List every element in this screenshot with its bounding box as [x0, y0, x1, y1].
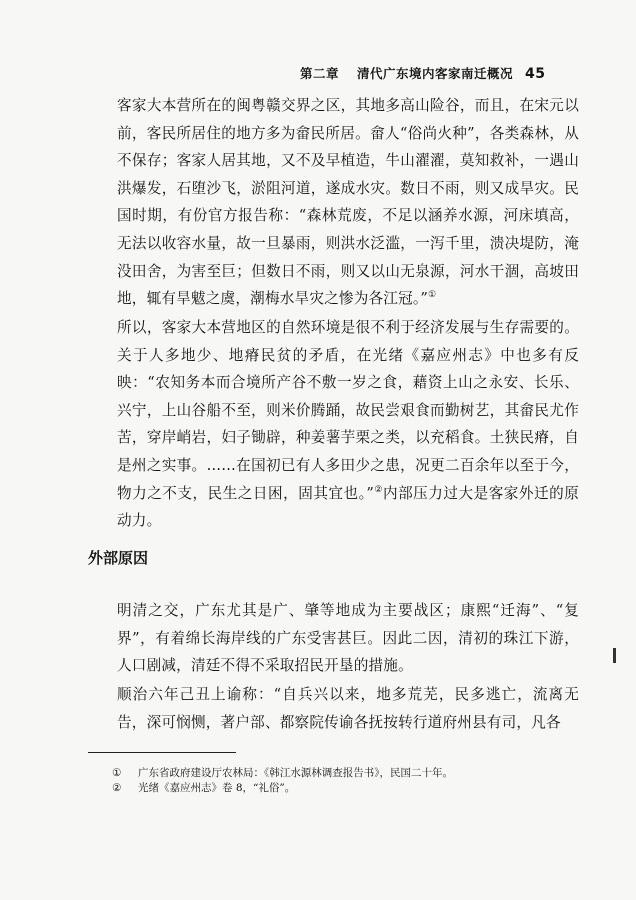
page-number: 45 — [525, 66, 546, 82]
footnote-1 — [112, 766, 532, 780]
paragraph-2 — [88, 314, 579, 535]
chapter-title: 清代广东境内客家南迁概况 — [357, 66, 514, 81]
footnote-1-mark: ① — [112, 767, 122, 779]
footnote-divider — [88, 752, 236, 753]
paragraph-2-text: 所以，客家大本营地区的自然环境是很不利于经济发展与生存需要的。关于人多地少、地瘠民贫的矛盾，在光绪《嘉应州志》中也多有反映：“农知务本而合境所产谷不敷一岁之食，藉资上山之永安、长乐、兴宁，上山谷船不至，则米价腾踊，故民尝艰食而勤树艺，其畲民尤作苦，穿岸峭岩，妇子锄辟，种姜薯芋栗之类，以充稻食。土狭民瘠，自是州之实事。……在国初已有人多田少之患，况更二百余年以至于今，物力之不支，民生之日困，固其宜也。” — [117, 319, 579, 502]
footnote-ref-2[interactable]: ② — [374, 484, 383, 495]
footnote-ref-1[interactable]: ① — [428, 290, 437, 301]
footnote-2-text: 光绪《嘉应州志》卷 8，“礼俗”。 — [138, 782, 296, 794]
footnote-2 — [112, 781, 532, 795]
footnote-2-mark: ② — [112, 782, 122, 794]
paragraph-1 — [88, 92, 579, 313]
paragraph-2-tail: 内部压力过大是客家外迁的原动力。 — [117, 484, 579, 530]
section-heading: 外部原因 — [88, 549, 149, 567]
paragraph-3: 明清之交，广东尤其是广、肇等地成为主要战区；康熙“迁海”、“复界”，有着绵长海岸线的广东受害甚巨。因此二因，清初的珠江下游，人口剧减，清廷不得不采取招民开垦的措施。 — [117, 602, 579, 675]
paragraph-1-text: 客家大本营所在的闽粤赣交界之区，其地多高山险谷，而且，在宋元以前，客民所居住的地方多为畲民所居。畲人“俗尚火种”，各类森林，从不保存；客家人居其地，又不及早植造，牛山濯濯，莫知救补，一遇山洪爆发，石堕沙飞，淤阻河道，遂成水灾。数日不雨，则又成旱灾。民国时期，有份官方报告称：“森林荒废，不足以涵养水源，河床填高，无法以收容水量，故一旦暴雨，则洪水泛滥，一泻千里，溃决堤防，淹没田舍，为害至巨；但数日不雨，则又以山无泉源，河水干涸，高坡田地，辄有旱魃之虞，潮梅水旱灾之惨为各江冠。” — [117, 97, 579, 308]
chapter-label: 第二章 — [300, 66, 340, 81]
scan-edge-mark — [613, 648, 616, 663]
running-header — [300, 64, 550, 82]
footnote-1-text: 广东省政府建设厅农林局：《韩江水源林调查报告书》，民国二十年。 — [138, 767, 453, 779]
paragraph-4: 顺治六年己丑上谕称：“自兵兴以来，地多荒芜，民多逃亡，流离无告，深可悯恻，著户部、都察院传谕各抚按转行道府州县有司，凡各 — [117, 686, 579, 731]
